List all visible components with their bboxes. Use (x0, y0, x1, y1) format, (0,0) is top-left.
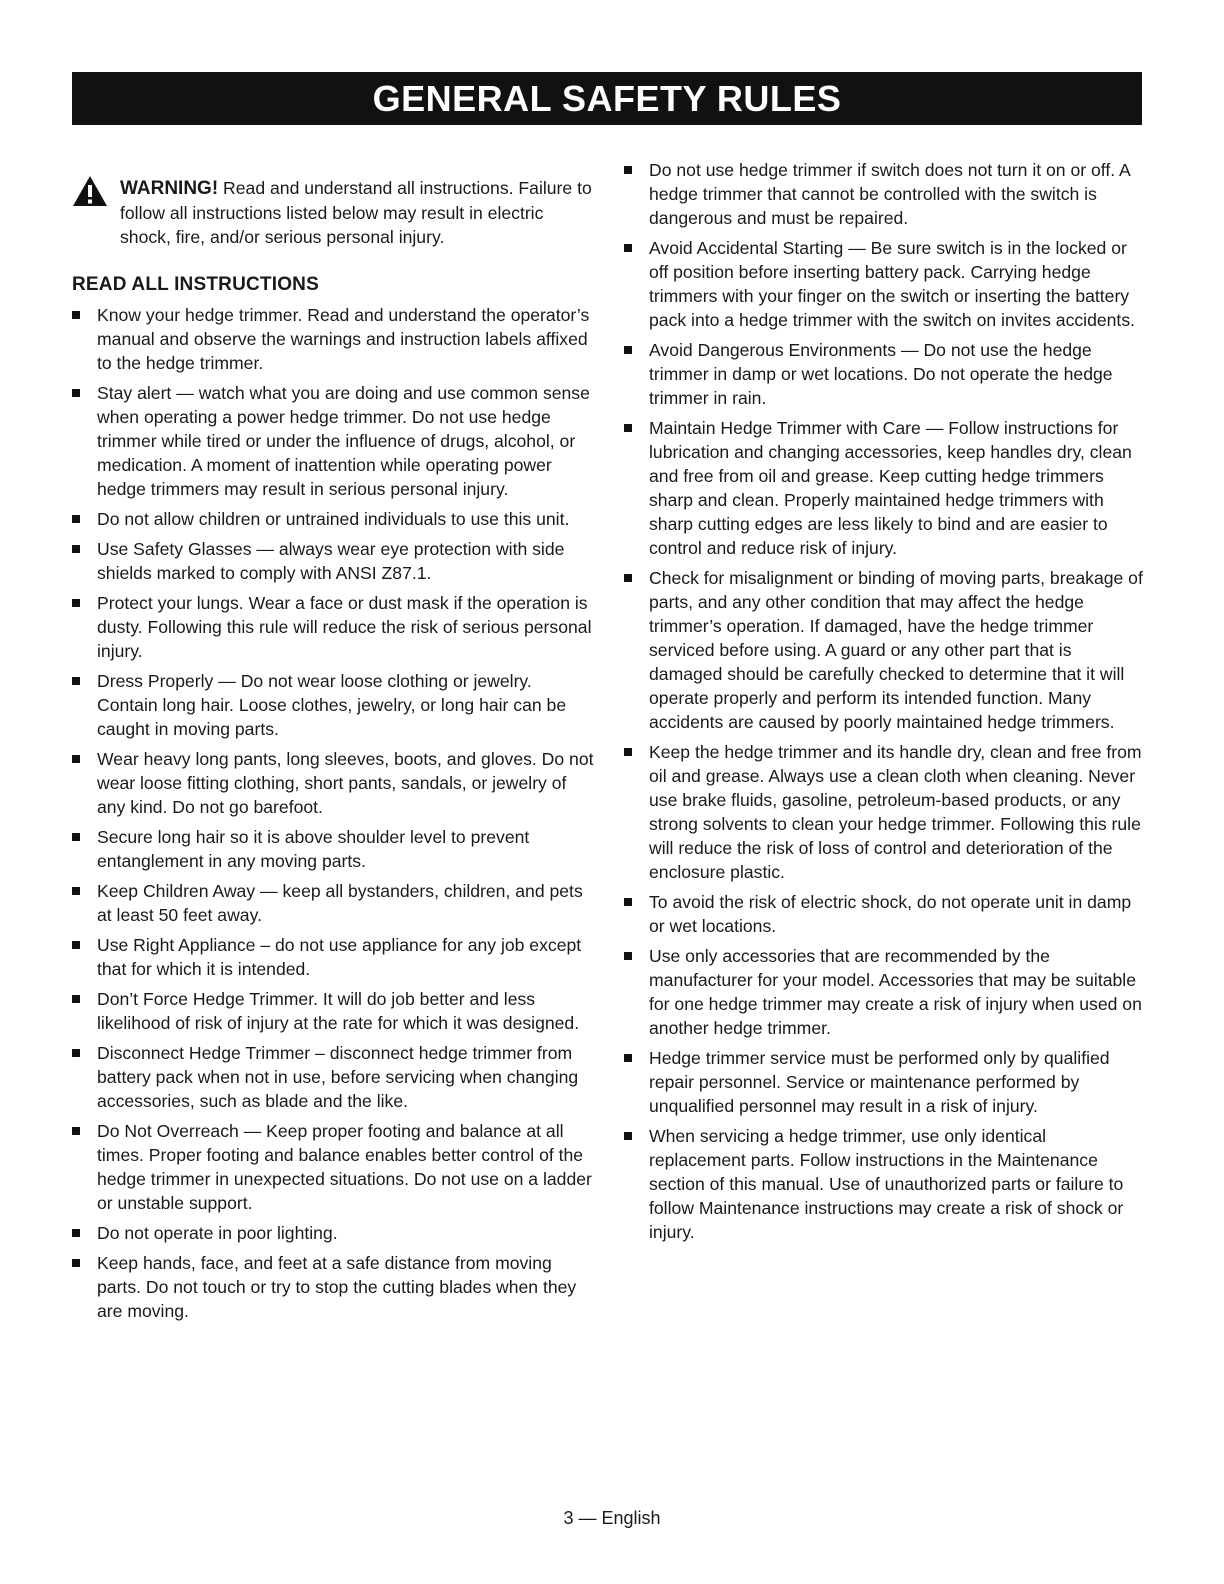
list-item: Check for misalignment or binding of moving parts, breakage of parts, and any other condition that may affect the hedge trimmer’s operation. If damaged, have the hedge trimmer serviced before using. A guard or any other part that is damaged should be carefully checked to determine that it will operate properly and perform its intended function. Many accidents are caused by poorly maintained hedge trimmers. (624, 566, 1146, 734)
list-item: Know your hedge trimmer. Read and understand the operator’s manual and observe the warnings and instruction labels affixed to the hedge trimmer. (72, 303, 594, 375)
warning-label: WARNING! (120, 178, 219, 199)
list-item: Keep Children Away — keep all bystanders, children, and pets at least 50 feet away. (72, 879, 594, 927)
warning-triangle-icon (72, 175, 108, 207)
section-heading: READ ALL INSTRUCTIONS (72, 274, 319, 295)
list-item: Hedge trimmer service must be performed only by qualified repair personnel. Service or maintenance performed by unqualified personnel may result in a risk of injury. (624, 1046, 1146, 1118)
page-title: GENERAL SAFETY RULES (372, 77, 842, 119)
page-footer (0, 1508, 1224, 1529)
list-item: Don’t Force Hedge Trimmer. It will do job better and less likelihood of risk of injury at the rate for which it was designed. (72, 987, 594, 1035)
list-item: Do not allow children or untrained individuals to use this unit. (72, 507, 594, 531)
list-item: Use Safety Glasses — always wear eye protection with side shields marked to comply with ANSI Z87.1. (72, 537, 594, 585)
list-item: Do Not Overreach — Keep proper footing and balance at all times. Proper footing and balance enables better control of the hedge trimmer in unexpected situations. Do not use on a ladder or unstable support. (72, 1119, 594, 1215)
right-rules-list (624, 158, 1146, 1244)
list-item: Stay alert — watch what you are doing and use common sense when operating a power hedge trimmer. Do not use hedge trimmer while tired or under the influence of drugs, alcohol, or medication. A moment of inattention while operating power hedge trimmers may result in serious personal injury. (72, 381, 594, 501)
list-item: Use only accessories that are recommended by the manufacturer for your model. Accessories that may be suitable for one hedge trimmer may create a risk of injury when used on another hedge trimmer. (624, 944, 1146, 1040)
list-item: Disconnect Hedge Trimmer – disconnect hedge trimmer from battery pack when not in use, before servicing when changing accessories, such as blade and the like. (72, 1041, 594, 1113)
left-column (72, 158, 594, 1329)
list-item: Avoid Dangerous Environments — Do not use the hedge trimmer in damp or wet locations. Do not operate the hedge trimmer in rain. (624, 338, 1146, 410)
right-column (624, 158, 1146, 1250)
list-item: Wear heavy long pants, long sleeves, boots, and gloves. Do not wear loose fitting clothing, short pants, sandals, or jewelry of any kind. Do not go barefoot. (72, 747, 594, 819)
list-item: Do not use hedge trimmer if switch does not turn it on or off. A hedge trimmer that cannot be controlled with the switch is dangerous and must be repaired. (624, 158, 1146, 230)
list-item: Secure long hair so it is above shoulder level to prevent entanglement in any moving parts. (72, 825, 594, 873)
warning-block (72, 176, 594, 249)
list-item: Maintain Hedge Trimmer with Care — Follow instructions for lubrication and changing accessories, keep handles dry, clean and free from oil and grease. Keep cutting hedge trimmers sharp and clean. Properly maintained hedge trimmers with sharp cutting edges are less likely to bind and are easier to control and reduce risk of injury. (624, 416, 1146, 560)
page-number-label: 3 — English (563, 1508, 661, 1528)
list-item: Use Right Appliance – do not use appliance for any job except that for which it is intended. (72, 933, 594, 981)
list-item: Do not operate in poor lighting. (72, 1221, 594, 1245)
list-item: Keep hands, face, and feet at a safe distance from moving parts. Do not touch or try to stop the cutting blades when they are moving. (72, 1251, 594, 1323)
list-item: To avoid the risk of electric shock, do not operate unit in damp or wet locations. (624, 890, 1146, 938)
list-item: Dress Properly — Do not wear loose clothing or jewelry. Contain long hair. Loose clothes, jewelry, or long hair can be caught in moving parts. (72, 669, 594, 741)
list-item: Avoid Accidental Starting — Be sure switch is in the locked or off position before inserting battery pack. Carrying hedge trimmers with your finger on the switch or inserting the battery pack into a hedge trimmer with the switch on invites accidents. (624, 236, 1146, 332)
list-item: When servicing a hedge trimmer, use only identical replacement parts. Follow instructions in the Maintenance section of this manual. Use of unauthorized parts or failure to follow Maintenance instructions may create a risk of shock or injury. (624, 1124, 1146, 1244)
page-title-banner (72, 72, 1142, 125)
list-item: Protect your lungs. Wear a face or dust mask if the operation is dusty. Following this rule will reduce the risk of serious personal injury. (72, 591, 594, 663)
list-item: Keep the hedge trimmer and its handle dry, clean and free from oil and grease. Always use a clean cloth when cleaning. Never use brake fluids, gasoline, petroleum-based products, or any strong solvents to clean your hedge trimmer. Following this rule will reduce the risk of loss of control and deterioration of the enclosure plastic. (624, 740, 1146, 884)
warning-text: Read and understand all instructions. Failure to follow all instructions listed below may result in electric shock, fire, and/or serious personal injury. (120, 178, 592, 247)
left-rules-list (72, 303, 594, 1323)
